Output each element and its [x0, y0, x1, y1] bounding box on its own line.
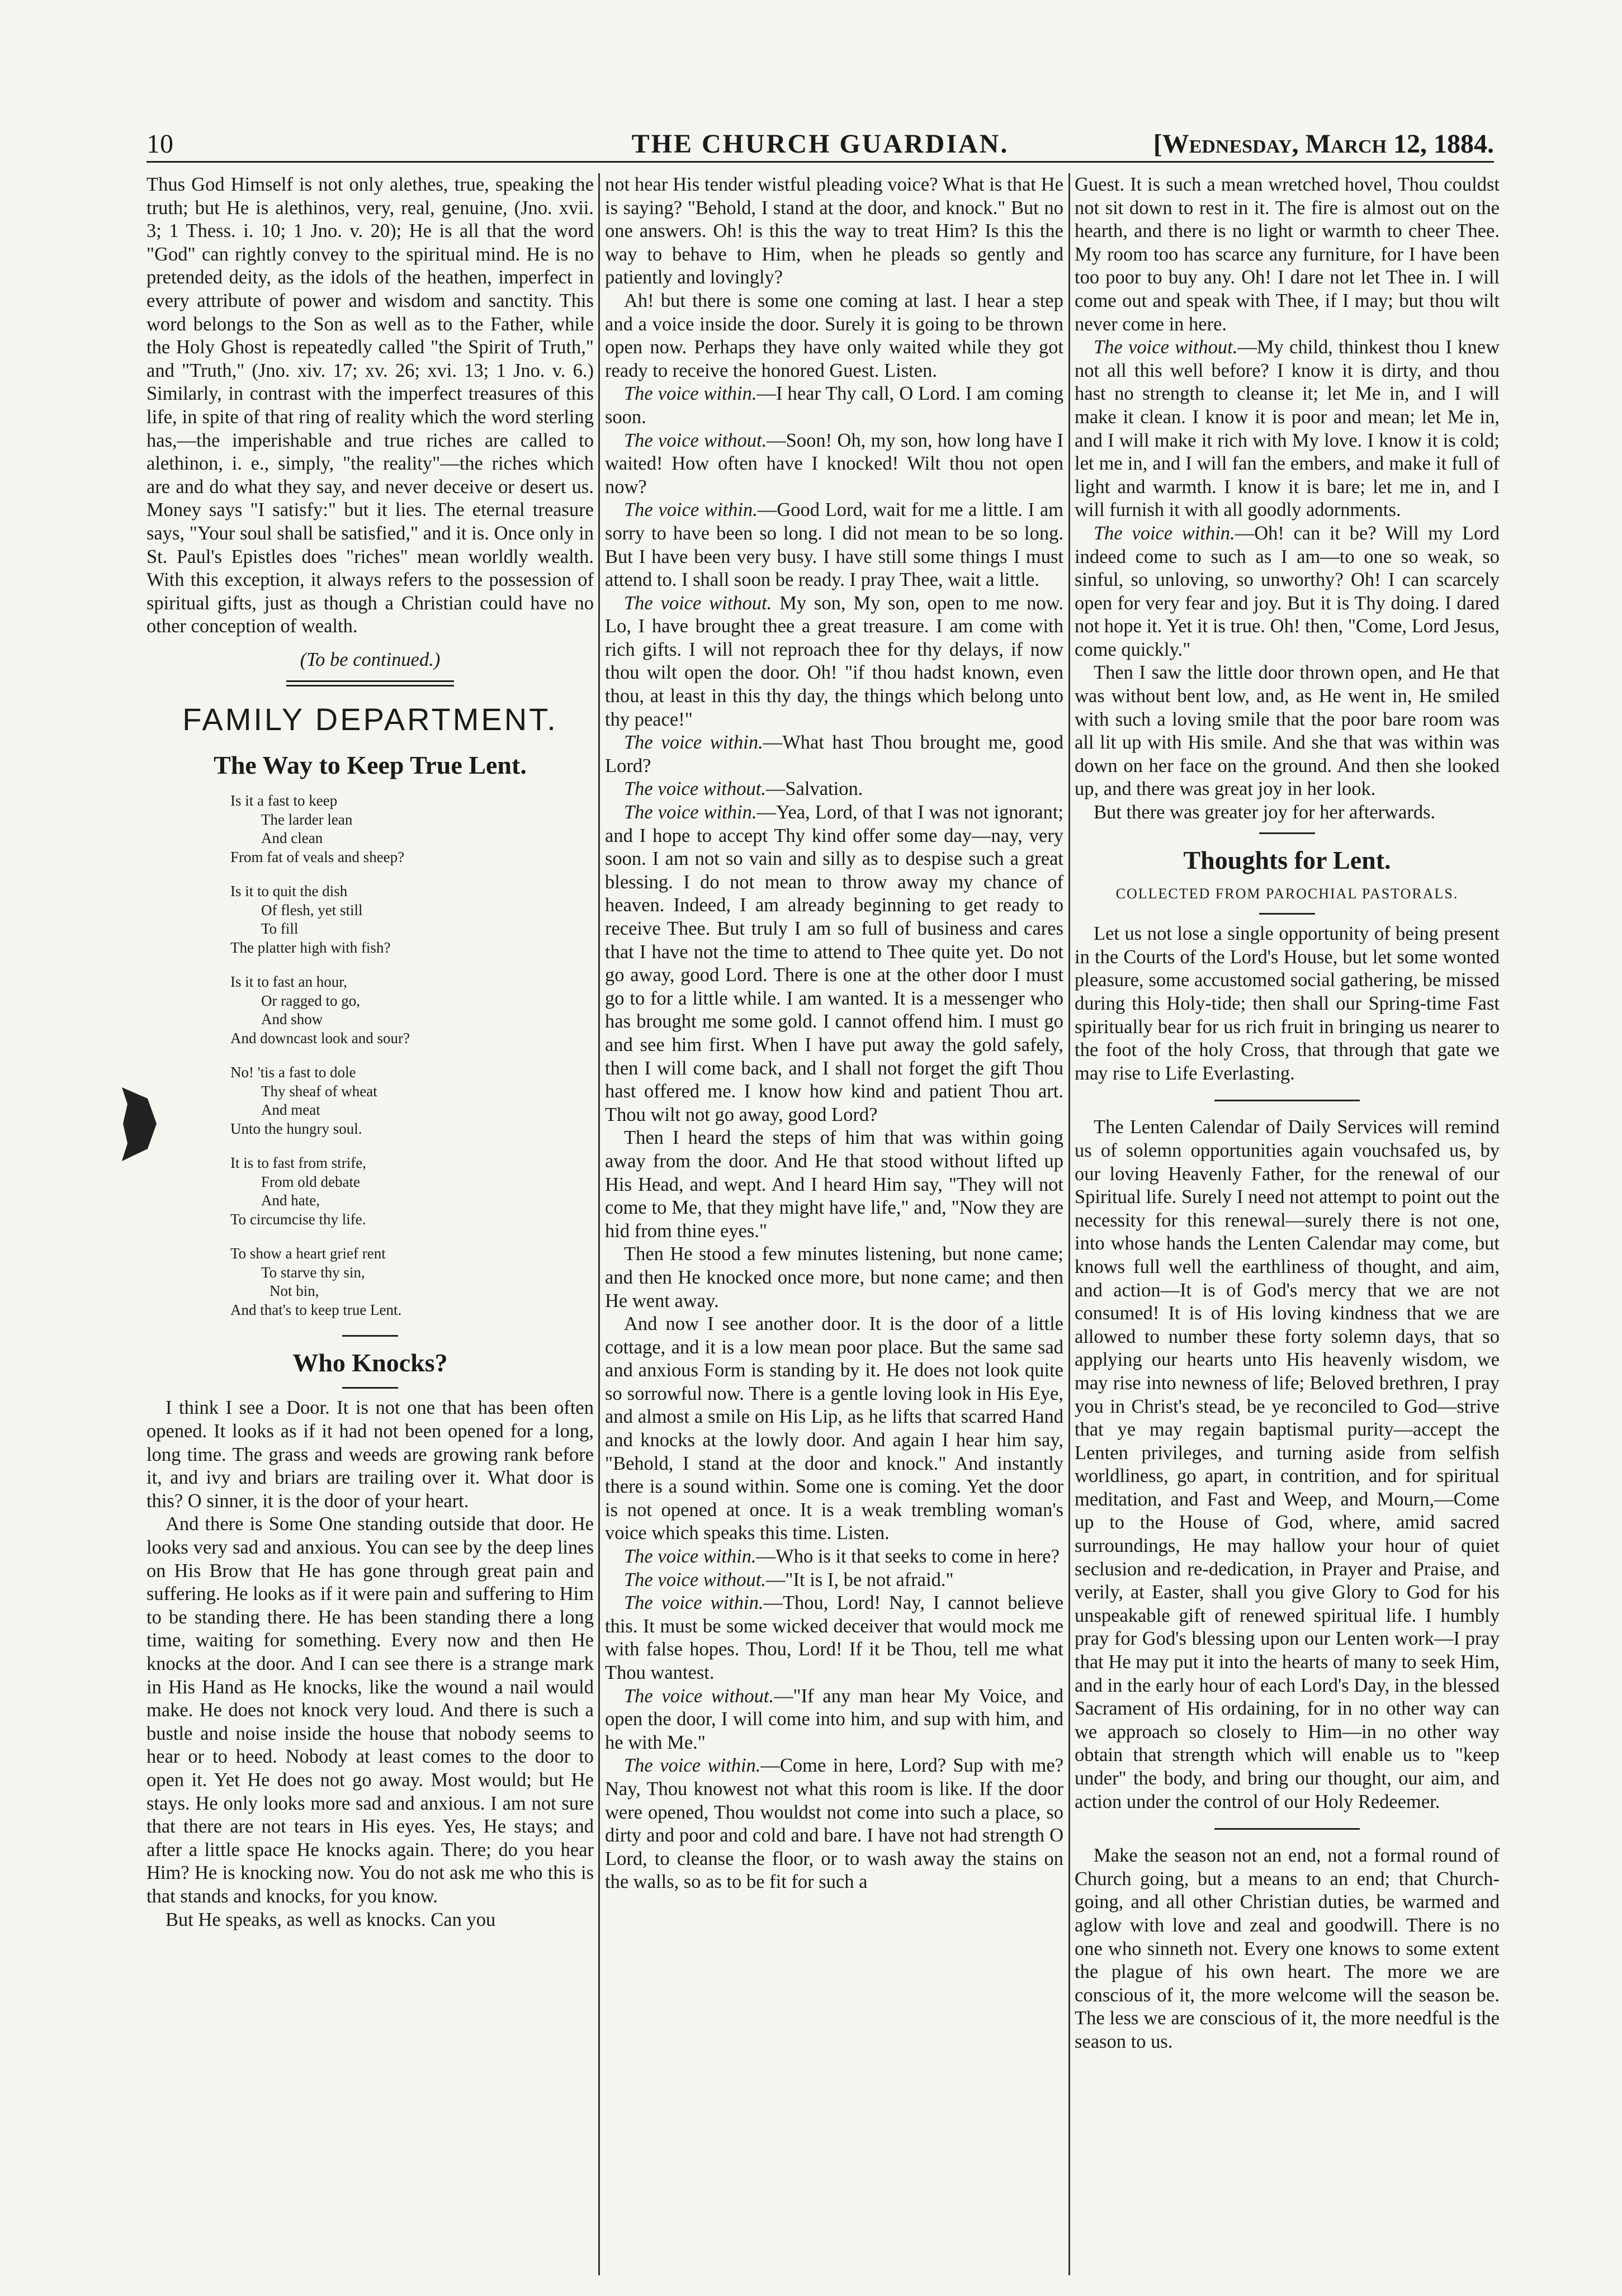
poem-stanza [230, 882, 594, 957]
dialogue-paragraph [605, 429, 1063, 499]
dialogue-text: —Yea, Lord, of that I was not ignorant; and I hope to accept Thy kind offer some day—nay, very soon. I am not so vain and silly as to despise such a great blessing. I do not mean to throw away my chance of heaven. Indeed, I am already beginning to get ready to receive Thee. But truly I am so full of business and cares that I have not the time to attend to Thee quite yet. Do not go away, good Lord. There is one at the other door I must go to for a little while. I am wanted. It is a messenger who has brought me some gold. I cannot offend him. I must go and see him first. When I have put away the gold safely, then I will come back, and I shall not forget the gift Thou hast offered me. I know how kind and patient Thou art. Thou wilt not go away, good Lord? [605, 802, 1063, 1125]
speaker-label: The voice within. [624, 1546, 756, 1568]
divider [1214, 1828, 1360, 1830]
dialogue-paragraph [605, 1545, 1063, 1569]
divider [342, 1387, 398, 1389]
dialogue-paragraph [605, 1685, 1063, 1755]
poem-line: The larder lean [261, 811, 353, 828]
divider [1214, 1100, 1360, 1101]
page-header [146, 127, 1494, 163]
poem-title: The Way to Keep True Lent. [214, 751, 527, 780]
article-paragraph: I think I see a Door. It is not one that has been often opened. It looks as if it had not been opened for a long, long time. The grass and weeds are growing rank before it, and ivy and briars are trailing over it. What door is this? O sinner, it is the door of your heart. [146, 1397, 594, 1512]
poem-stanza [230, 792, 594, 867]
dialogue-text: —My child, thinkest thou I knew not all this well before? I know it is dirty, and thou hast no strength to cleanse it; let Me in, and I will make it clean. I know it is poor and mean; let Me in, and I will make it rich with My love. I know it is cold; let me in, and I will fan the embers, and make it full of light and warmth. I know it is bare; let me in, and I will furnish it with all goodly adornments. [1075, 337, 1500, 521]
column-3 [1075, 173, 1500, 2275]
poem-line: Or ragged to go, [261, 992, 360, 1009]
speaker-label: The voice within. [624, 499, 758, 521]
poem-line: To show a heart grief rent [230, 1245, 386, 1262]
speaker-label: The voice within. [624, 383, 757, 405]
speaker-label: The voice within. [624, 802, 757, 823]
dialogue-paragraph [605, 778, 1063, 801]
article-title: Thoughts for Lent. [1183, 845, 1391, 874]
article-paragraph: Thus God Himself is not only alethes, true, speaking the truth; but He is alethinos, very, real, genuine, (Jno. xvii. 3; 1 Thess. i. 10; 1 Jno. v. 20); He is all that the word "God" can rightly convey to the spiritual mind. He is no pretended deity, as the idols of the heathen, imperfect in every attribute of power and wisdom and sanctity. This word belongs to the Son as well as to the Father, while the Holy Ghost is repeatedly called "the Spirit of Truth," and "Truth," (Jno. xiv. 17; xv. 26; xvi. 13; 1 Jno. v. 6.) Similarly, in contrast with the imperfect treasures of this life, in spite of that ring of reality which the word sterling has,—the imperishable and true riches are called to alethinon, i. e., simply, "the reality"—the riches which are and do what they say, and never deceive or desert us. Money says "I satisfy:" but it lies. The eternal treasure says, "Your soul shall be satisfied," and it is. Once only in St. Paul's Epistles does "riches" mean worldly wealth. With this exception, it always refers to the possession of spiritual gifts, just as though a Christian could have no other conception of wealth. [146, 174, 594, 637]
article-paragraph: Then I saw the little door thrown open, and He that was without bent low, and, as He went in, He smiled with such a loving smile that the poor bare room was all lit up with His smile. And she that was within was down on her face on the ground. And then she looked up, and there was great joy in her look. [1075, 662, 1500, 800]
speaker-label: The voice within. [624, 1592, 764, 1614]
newspaper-title: THE CHURCH GUARDIAN. [631, 129, 1009, 159]
article-paragraph: Let us not lose a single opportunity of being present in the Courts of the Lord's House, but let some wonted pleasure, some accustomed social gathering, be missed during this Holy-tide; then shall our Spring-time Fast spiritually bear for us rich fruit in bringing us nearer to the foot of the holy Cross, that through that gate we may rise to Life Everlasting. [1075, 923, 1500, 1084]
poem-line: The platter high with fish? [230, 939, 391, 956]
dialogue-paragraph [605, 1569, 1063, 1592]
speaker-label: The voice within. [624, 732, 763, 754]
article-paragraph: And there is Some One standing outside that door. He looks very sad and anxious. You can see by the deep lines on His Brow that He has gone through great pain and suffering. He looks as if it were pain and suffering to Him to be standing there. He has been standing there a long time, waiting for something. Every now and then He knocks at the door. And I can see there is a strange mark in His Hand as He knocks, like the wound a nail would make. He does not knock very loud. And there is such a bustle and noise inside the house that nobody seems to hear or to heed. Nobody at least comes to the door to open it. Yet He does not go away. Most would; but He stays. He only looks more sad and anxious. I am not sure that there are not tears in His eyes. Yes, He stays; and after a little space He knocks again. There; do you hear Him? He is knocking now. You do not ask me who this is that stands and knocks, for you know. [146, 1513, 594, 1907]
dialogue-paragraph [605, 1592, 1063, 1684]
article-paragraph: not hear His tender wistful pleading voice? What is that He is saying? "Behold, I stand at the door, and knock." But no one answers. Oh! is this the way to treat Him? Is this the way to behave to Him, when he pleads so gently and patiently and lovingly? [605, 174, 1063, 288]
poem-line: And that's to keep true Lent. [230, 1301, 402, 1318]
dialogue-paragraph [1075, 336, 1500, 522]
poem-line: Not bin, [269, 1282, 319, 1300]
poem-stanza [230, 1063, 594, 1138]
article-paragraph: Guest. It is such a mean wretched hovel, Thou couldst not sit down to rest in it. The fire is almost out on the hearth, and there is no light or warmth to cheer Thee. My room too has scarce any furniture, for I have been too poor to buy any. Oh! I dare not let Thee in. I will come out and speak with Thee, if I may; but thou wilt never come in here. [1075, 174, 1500, 335]
article-subtitle: COLLECTED FROM PAROCHIAL PASTORALS. [1115, 885, 1459, 902]
poem-line: Of flesh, yet still [261, 901, 363, 919]
divider [342, 1335, 398, 1337]
issue-date: [Wednesday, March 12, 1884. [1153, 129, 1494, 159]
speaker-label: The voice without. [624, 1685, 774, 1707]
speaker-label: The voice without. [624, 1569, 766, 1590]
poem-line: From old debate [261, 1173, 360, 1190]
article-paragraph: But there was greater joy for her afterwards. [1094, 802, 1436, 823]
column-rule [598, 173, 600, 2275]
poem-stanza [230, 1244, 594, 1319]
section-title: FAMILY DEPARTMENT. [182, 702, 558, 737]
dialogue-text: —What hast Thou brought me, good Lord? [605, 732, 1063, 777]
speaker-label: The voice without. [624, 429, 767, 451]
poem-stanza [230, 1154, 594, 1229]
dialogue-text: —Thou, Lord! Nay, I cannot believe this. It must be some wicked deceiver that would mock me with false hopes. Thou, Lord! If it be Thou, tell me what Thou wantest. [605, 1592, 1063, 1683]
poem-line: Is it a fast to keep [230, 792, 338, 809]
article-paragraph: Ah! but there is some one coming at last. I hear a step and a voice inside the door. Surely it is going to be thrown open now. Perhaps they have only waited while they got ready to receive the honored Guest. Listen. [605, 290, 1063, 381]
speaker-label: The voice without. [624, 592, 772, 614]
double-rule [286, 680, 454, 687]
article-paragraph: Make the season not an end, not a formal round of Church going, but a means to an end; that Church-going, and all other Christian duties, be warmed and aglow with love and zeal and goodwill. There is no one who sinneth not. Every one knows to some extent the plague of his own heart. The more we are conscious of it, the more welcome will the season be. The less we are conscious of it, the more needful is the season to us. [1075, 1845, 1500, 2052]
poem-line: Thy sheaf of wheat [261, 1082, 377, 1100]
continued-note: (To be continued.) [300, 648, 441, 670]
speaker-label: The voice within. [624, 1755, 761, 1777]
speaker-label: The voice without. [1094, 337, 1238, 358]
dialogue-text: —Come in here, Lord? Sup with me? Nay, Thou knowest not what this room is like. If the door were opened, Thou wouldst not come into such a place, so dirty and poor and cold and bare. I have not had strength O Lord, to cleanse the floor, or to wash away the stains on the walls, so as to be fit for such a [605, 1755, 1063, 1893]
poem-line: To circumcise thy life. [230, 1210, 366, 1228]
dialogue-text: My son, My son, open to me now. Lo, I have brought thee a great treasure. I am come with rich gifts. I will not reproach thee for thy delays, if now thou wilt open the door. Oh! "if thou hadst known, even thou, at least in this thy day, the things which belong unto thy peace!" [605, 592, 1063, 730]
column-2 [605, 173, 1063, 2275]
article-title: Who Knocks? [292, 1348, 448, 1377]
article-paragraph: Then I heard the steps of him that was within going away from the door. And He that stood without lifted up His Head, and wept. And I heard Him say, "They will not come to Me, that they might have life," and, "Now they are hid from thine eyes." [605, 1127, 1063, 1242]
dialogue-text: —Good Lord, wait for me a little. I am sorry to have been so long. I did not mean to be so long. But I have been very busy. I have still some things I must attend to. I shall soon be ready. I pray Thee, wait a little. [605, 499, 1063, 591]
article-paragraph: And now I see another door. It is the door of a little cottage, and it is a low mean poor place. But the same sad and anxious Form is standing by it. He does not look quite so sorrowful now. There is a gentle loving look in His Eye, and almost a smile on His Lip, as he lifts that scarred Hand and knocks at the lowly door. And again I hear him say, "Behold, I stand at the door and knock." And instantly there is a sound within. Some one is coming. Yet the door is not opened at once. It is a weak trembling woman's voice which speaks this time. Listen. [605, 1313, 1063, 1544]
poem-line: To fill [261, 920, 299, 938]
dialogue-text: —Who is it that seeks to come in here? [756, 1546, 1060, 1568]
poem-line: And hate, [261, 1192, 320, 1209]
article-paragraph: The Lenten Calendar of Daily Services will remind us of solemn opportunities again vouchsafed us, by our loving Heavenly Father, for the renewal of our Spiritual life. Surely I need not attempt to point out the necessity for this renewal—surely there is not one, into whose hands the Lenten Calendar may come, but knows full well the earthliness of thought, and aim, and action—It is of God's mercy that we are not consumed! It is of His loving kindness that we are allowed to number these forty solemn days, that so applying our hearts unto His heavenly wisdom, we may rise into newness of life; Beloved brethren, I pray you in Christ's stead, be ye reconciled to God—strive that ye may regain baptismal purity—accept the Lenten privileges, and turning aside from selfish worldliness, go apart, in contrition, and for spiritual meditation, and Fast and Weep, and Mourn,—Come up to the House of God, where, amid sacred surroundings, He may hallow your hour of quiet seclusion and re-dedication, in Prayer and Praise, and verily, at Easter, shall you give Glory to God for his unspeakable gift of renewed spiritual life. I humbly pray for God's blessing upon our Lenten work—I pray that He may put it into the hearts of many to seek Him, and in the early hour of each Lord's Day, in the blessed Sacrament of His ordaining, for in no other way can we approach so closely to Him—in no other way obtain that strength which will enable us to "keep under" the body, and bring our thought, our aim, and action under the control of our Holy Redeemer. [1075, 1116, 1500, 1812]
poem-line: It is to fast from strife, [230, 1154, 366, 1172]
dialogue-paragraph [605, 801, 1063, 1126]
speaker-label: The voice within. [1094, 522, 1235, 544]
poem-line: And clean [261, 830, 323, 847]
speaker-label: The voice without. [624, 778, 766, 800]
article-paragraph: But He speaks, as well as knocks. Can you [165, 1909, 496, 1930]
poem-line: To starve thy sin, [261, 1263, 365, 1281]
dialogue-paragraph [1075, 522, 1500, 662]
dialogue-text: —I hear Thy call, O Lord. I am coming soon. [605, 383, 1063, 428]
page-number: 10 [146, 129, 173, 159]
poem [230, 792, 594, 1319]
dialogue-paragraph [605, 1754, 1063, 1894]
article-paragraph: Then He stood a few minutes listening, but none came; and then He knocked once more, but none came; and then He went away. [605, 1243, 1063, 1312]
dialogue-text: —Oh! can it be? Will my Lord indeed come to such as I am—to one so weak, so sinful, so unloving, so unworthy? Oh! I can scarcely open for very fear and joy. But it is Thy doing. I dared not hope it. Yet it is true. Oh! then, "Come, Lord Jesus, come quickly." [1075, 522, 1500, 660]
divider [1259, 913, 1315, 915]
poem-line: From fat of veals and sheep? [230, 848, 405, 865]
poem-line: And downcast look and sour? [230, 1029, 410, 1047]
dialogue-paragraph [605, 382, 1063, 429]
poem-line: Is it to quit the dish [230, 883, 348, 900]
poem-line: And meat [261, 1101, 320, 1119]
dialogue-text: —"It is I, be not afraid." [765, 1569, 954, 1590]
dialogue-text: —Soon! Oh, my son, how long have I waited! How often have I knocked! Wilt thou not open now? [605, 429, 1063, 498]
dialogue-paragraph [605, 731, 1063, 778]
dialogue-paragraph [605, 592, 1063, 732]
column-rule [1068, 173, 1070, 2275]
poem-line: Is it to fast an hour, [230, 973, 347, 991]
dialogue-text: —Salvation. [765, 778, 863, 800]
column-1 [146, 173, 594, 2275]
divider [1259, 832, 1315, 834]
poem-line: No! 'tis a fast to dole [230, 1064, 356, 1081]
poem-stanza [230, 973, 594, 1048]
dialogue-text: —"If any man hear My Voice, and open the door, I will come into him, and sup with him, and he with Me." [605, 1685, 1063, 1753]
poem-line: Unto the hungry soul. [230, 1120, 362, 1137]
poem-line: And show [261, 1011, 323, 1028]
dialogue-paragraph [605, 499, 1063, 591]
